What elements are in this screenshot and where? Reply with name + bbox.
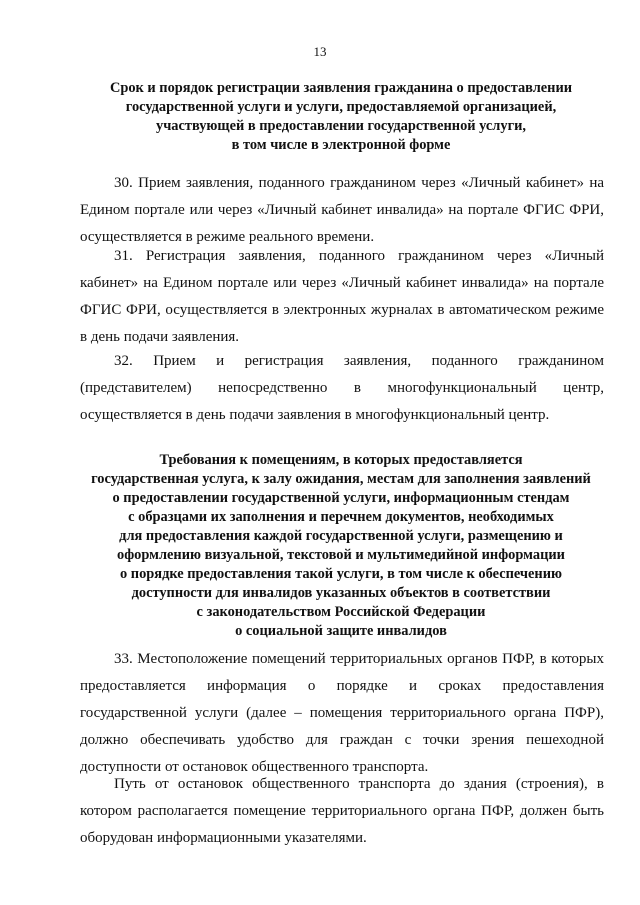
heading-line: с законодательством Российской Федерации: [196, 604, 486, 620]
paragraph-34: [80, 771, 604, 852]
heading-line: о социальной защите инвалидов: [235, 623, 447, 639]
heading-line: с образцами их заполнения и перечнем документов, необходимых: [128, 509, 554, 525]
page-number: 13: [313, 44, 327, 59]
paragraph-line: 31. Регистрация заявления, поданного гражданином через «Личный: [114, 248, 604, 264]
heading-line: Требования к помещениям, в которых предоставляется: [159, 452, 523, 468]
paragraph-line: кабинет» на Едином портале или через «Личный кабинет инвалида» на портале: [80, 275, 604, 291]
paragraph-33: [80, 646, 604, 781]
heading-line: для предоставления каждой государственной услуги, размещению и: [119, 528, 563, 544]
paragraph-line: доступности от остановок общественного транспорта.: [80, 759, 429, 775]
heading-line: государственная услуга, к залу ожидания, местам для заполнения заявлений: [91, 471, 591, 487]
paragraph-line: государственной услуги (далее – помещения территориального органа ПФР),: [80, 705, 604, 721]
paragraph-line: Едином портале или через «Личный кабинет инвалида» на портале ФГИС ФРИ,: [80, 202, 604, 218]
paragraph-line: предоставляется информация о порядке и сроках предоставления: [80, 678, 604, 694]
paragraph-line: в день подачи заявления.: [80, 329, 240, 345]
paragraph-line: 33. Местоположение помещений территориальных органов ПФР, в которых: [114, 651, 604, 667]
heading-line: в том числе в электронной форме: [231, 137, 451, 153]
paragraph-line: осуществляется в день подачи заявления в многофункциональный центр.: [80, 407, 550, 423]
paragraph-line: оборудован информационными указателями.: [80, 830, 367, 846]
paragraph-line: ФГИС ФРИ, осуществляется в электронных журналах в автоматическом режиме: [80, 302, 604, 318]
heading-line: о порядке предоставления такой услуги, в том числе к обеспечению: [120, 566, 562, 582]
heading-line: оформлению визуальной, текстовой и мультимедийной информации: [117, 547, 565, 563]
paragraph-line: должно обеспечивать удобство для граждан с точки зрения пешеходной: [80, 732, 604, 748]
paragraph-line: (представителем) непосредственно в многофункциональный центр,: [80, 380, 604, 396]
paragraph-30: [80, 170, 604, 251]
section-heading-registration: [76, 79, 606, 155]
paragraph-32: [80, 348, 604, 429]
paragraph-line: котором располагается помещение территориального органа ПФР, должен быть: [80, 803, 604, 819]
section-heading-premises-requirements: [76, 451, 606, 641]
paragraph-31: [80, 243, 604, 351]
heading-line: государственной услуги и услуги, предоставляемой организацией,: [125, 99, 557, 115]
paragraph-line: осуществляется в режиме реального времени.: [80, 229, 375, 245]
paragraph-line: 32. Прием и регистрация заявления, поданного гражданином: [114, 353, 604, 369]
paragraph-line: 30. Прием заявления, поданного гражданином через «Личный кабинет» на: [114, 175, 604, 191]
heading-line: доступности для инвалидов указанных объектов в соответствии: [131, 585, 551, 601]
heading-line: о предоставлении государственной услуги, информационным стендам: [112, 490, 570, 506]
paragraph-line: Путь от остановок общественного транспорта до здания (строения), в: [114, 776, 604, 792]
heading-line: Срок и порядок регистрации заявления гражданина о предоставлении: [109, 80, 573, 96]
heading-line: участвующей в предоставлении государственной услуги,: [156, 118, 526, 134]
